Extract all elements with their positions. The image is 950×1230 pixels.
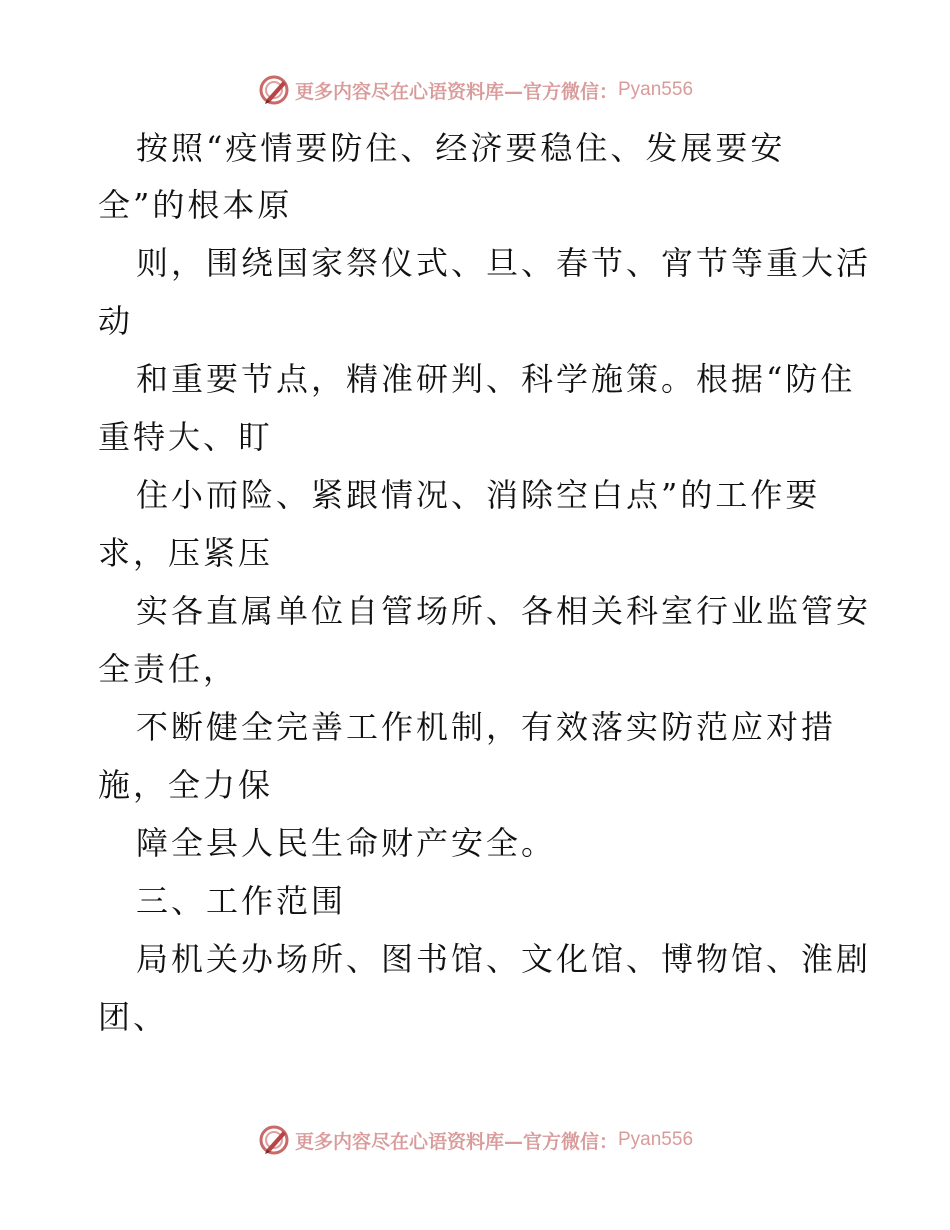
text-line: 施，全力保 xyxy=(98,766,274,804)
text-line: 全”的根本原 xyxy=(98,186,293,224)
text-line: 住小而险、紧跟情况、消除空白点”的工作要 xyxy=(136,476,821,514)
text-line: 动 xyxy=(98,302,134,340)
watermark-text: 更多内容尽在心语资料库—官方微信： xyxy=(294,1130,618,1153)
watermark-footer xyxy=(0,1120,950,1160)
watermark-text: 更多内容尽在心语资料库—官方微信： xyxy=(294,80,618,103)
text-line: 全责任， xyxy=(98,650,239,688)
text-line: 和重要节点，精准研判、科学施策。根据“防住 xyxy=(136,360,856,398)
watermark-header xyxy=(0,70,950,110)
watermark-contact: Pyan556 xyxy=(618,79,694,100)
text-line: 重特大、盯 xyxy=(98,418,274,456)
text-line: 实各直属单位自管场所、各相关科室行业监管安 xyxy=(136,592,872,630)
text-line: 求，压紧压 xyxy=(98,534,274,572)
watermark-contact: Pyan556 xyxy=(618,1129,694,1150)
text-line: 不断健全完善工作机制，有效落实防范应对措 xyxy=(136,708,837,746)
pen-circle-logo-icon xyxy=(257,1123,291,1157)
text-line: 障全县人民生命财产安全。 xyxy=(136,824,557,862)
section-heading: 三、工作范围 xyxy=(136,882,347,920)
text-line: 则，围绕国家祭仪式、旦、春节、宵节等重大活 xyxy=(136,244,872,282)
text-line: 按照“疫情要防住、经济要稳住、发展要安 xyxy=(136,129,786,167)
text-line: 局机关办场所、图书馆、文化馆、博物馆、淮剧 xyxy=(136,940,872,978)
text-line: 团、 xyxy=(98,998,169,1036)
pen-circle-logo-icon xyxy=(257,73,291,107)
